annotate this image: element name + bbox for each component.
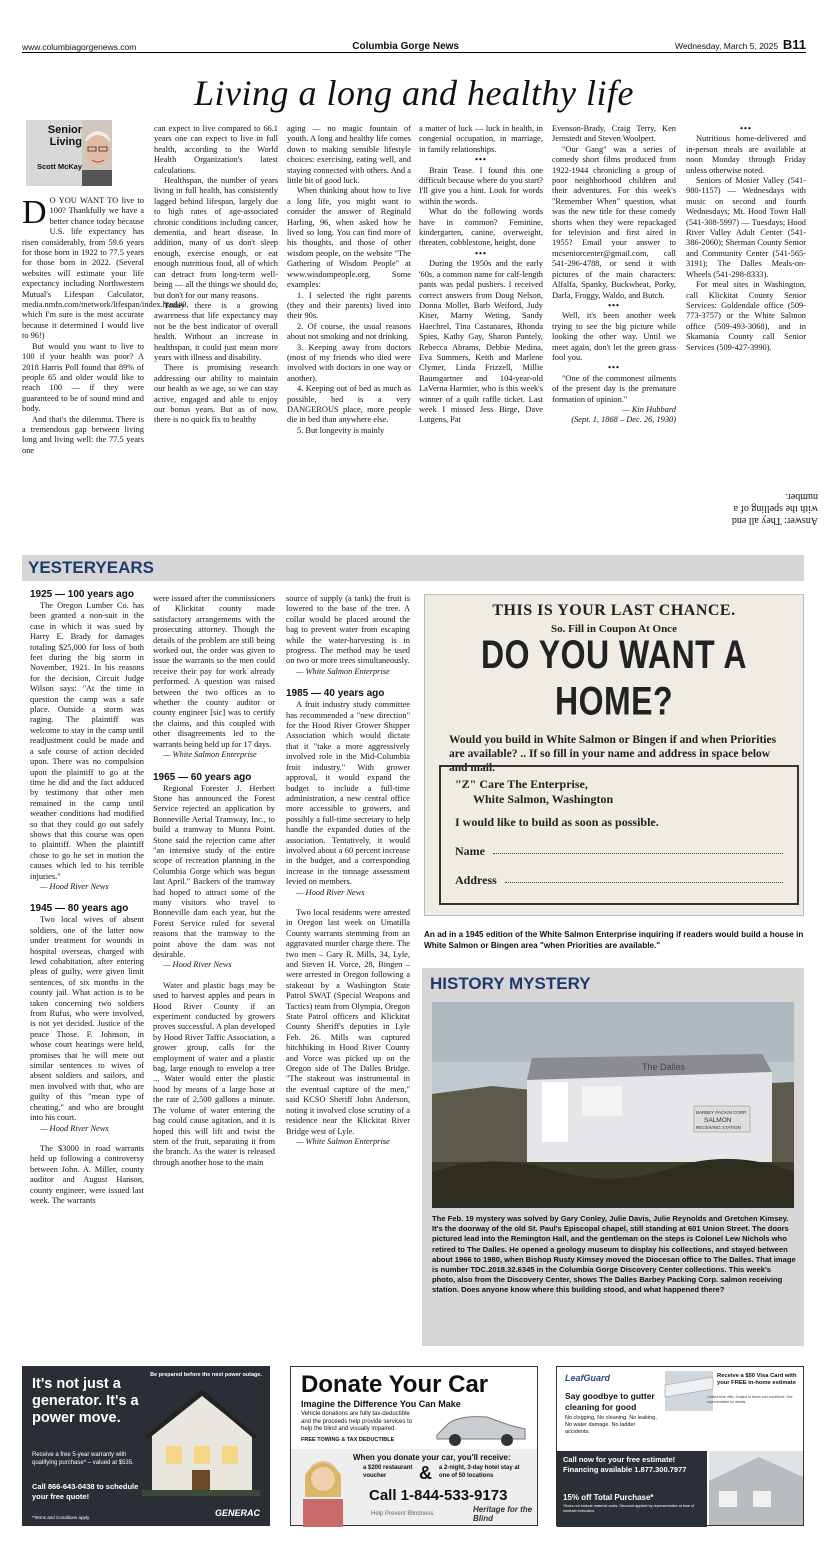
article-para: During the 1950s and the early '60s, a common name for calf-length pants was pedal pushers. I received correct answers from Doug Nelson, Donna Mollet, Barb Weiford, Judy Kiser, Marny Weting, Sandy Haechrel, Tina Castanares, Rhonda Spies, Kathy Gay, Sharon Pantely, Rebecca Abrams, Debbie Medina, Eva Summers, Keith and Marlene Clymer, Linda Frizzell, Millie Baumgartner and 104-year-old LaVerna Harmier, who is this week's winner of a quilt raffle ticket. Last week I missed Jess Birge, Dave Lutgens, Pat [419,259,543,425]
quote-author: — Kin Hubbard [622,404,676,414]
discount-text: 15% off Total Purchase* [563,1493,654,1502]
news-item: Two local residents were arrested in Oregon last week on Umatilla County warrants stemming from an aggravated murder charge there. The two men – Gary R. Mills, 34, Lyle, and Steven H. Vorce, 28, Bingen – were arrested in Oregon following a stakeout by a Washington State Patrol SWAT (Special Weapons and Tactics) team from Olympia, Oregon State Patrol officers and Klickitat County Sheriff's deputies in Lyle Feb. 26. Mills was captured hitchhiking in Hood River County and Vorce was picked up on the Oregon side of The Dalles Bridge. "The stakeout was instrumental in the eventual capture of the men," said KCSO Sheriff John Anderson, noting it involved close scrutiny of a residence near the Klickitat River Bridge west of Lyle. [286,907,410,1136]
house-gutter-photo [709,1451,803,1525]
article-para: 1. I selected the right parents (they and their parents) lived into their 90s. [287,290,411,321]
source-credit: — Hood River News [163,960,232,970]
ad-free-towing: FREE TOWING & TAX DEDUCTIBLE [301,1437,395,1443]
generac-logo: GENERAC [214,1508,260,1518]
date-page [675,37,806,52]
article-para: 3. Keeping away from doctors (most of my friends who died were involved with doctors in one way or another). [287,342,411,383]
article-para: And that's the dilemma. There is a tremendous gap between living long and living well: the 77.5 years one [22,414,144,455]
lead-text: O YOU WANT TO live to 100? Thankfully we have a better chance today because U.S. life expectancy has risen considerably, from 59.6 years for those born in 1922 to 77.5 years for those born in 2022. (Several websites will estimate your life expectancy including Northwestern Mutual's Lifespan Calculator, media.nmfn.com/tnetwork/lifespan/index.html#0, which I'm sure is the most accurate because it determined I would live to 96!) [22,196,189,341]
news-item: The $3000 in road warrants held up following a controversy between John. A. Miller, county auditor and August Hanson, county engineer, were issued last week. The warrants [30,1143,144,1205]
ad-headline: It's not just a generator. It's a power move. [32,1376,139,1426]
era-heading: 1925 — 100 years ago [30,589,134,600]
section-break: ••• [475,248,487,258]
article-para: Nutritious home-delivered and in-person meals are available at noon Monday through Friday unless otherwise noted. [686,134,806,175]
ampersand: & [419,1463,432,1483]
cta-line-1: Call now for your free estimate! [563,1455,676,1464]
history-mystery-title: HISTORY MYSTERY [430,974,591,993]
article-para: Well, it's been another week trying to see the big picture while looking the other way. Until we meet again, don't let the green grass fool you. [552,311,676,362]
ad-bullets: No clogging, No cleaning. No leaking, No water damage. No ladder accidents. [565,1415,657,1435]
news-item: Regional Forester J. Herbert Stone has announced the Forest Service rejected an application by Bonneville Aerial Tramway, Inc., to build a tramway to Munra Point. Stone said the rejection came after "an intensive study of the entire scope of recreation planning in the Columbia Gorge which was begun last April." Backers of the tramway had hoped to attract some of the many visitors who travel to Bonneville dam each year, but the Forest Service ruled for several reasons that the tramway to the point above the dam was not desirable. [153,783,275,959]
news-item: The Oregon Lumber Co. has been granted a non-suit in the case in which it was sued by Harry E. Brady for damages totaling $25,000 for loss of both feet during the big storm in November, 1921. In his reasons for the decision, Circuit Judge Wilson says: "At the time in question the camp was a safe place. Outside a storm was raging. The plaintiff was welcome to stay in the camp until readjustment could be made and a safe course of action decided upon. There was no compulsion upon the plaintiff to go at the time he did and the fact adduced by testimony that other men remained in the camp until weather conditions had modified so that they could go out safely shows that this course was open to plaintiff. When the plaintiff chose to go he set in motion the causes which led to his terrible injuries." [30,601,144,881]
ad-headline: Say goodbye to gutter cleaning for good [565,1391,655,1412]
article-col-6 [686,124,806,454]
section-break: ••• [740,124,752,133]
ad-body: Would you build in White Salmon or Bingen if and when Priorities are available? .. If so fill in your name and address in space below and mail. [449,734,777,774]
article-para: Brain Tease. I found this one difficult because where do you start? I'll give you a hint. Look for words within the words. [419,165,543,206]
svg-text:RECEIVING STATION: RECEIVING STATION [696,1125,741,1130]
discount-offer [557,1491,707,1527]
article-para [22,194,189,342]
ad-offer-panel [291,1449,537,1525]
car-illustration [431,1409,531,1449]
article-para: But would you want to live to 100 if your health was poor? A 2018 Harris Poll found that 89% of people 65 and older would like to reach 100 — if they were guaranteed to be of sound mind and body. [22,341,144,414]
article-col-1 [22,194,189,544]
ad-offer: Receive a free 5-year warranty with qualifying purchase* – valued at $535. [32,1452,134,1466]
article-para: 2. Of course, the usual reasons about not smoking and not drinking. [287,321,411,342]
article-para: Healthspan, the number of years living in full health, has consistently lagged behind lifespan, largely due to high rates of age-associated chronic conditions including cancer, dementia, and heart disease. In addition, many of us don't sleep enough, exercise enough, or eat enough nutritious food, all of which can detract from long-term well-being — all the things we should do, but don't for our many reasons. [154,176,278,300]
mystery-photo [432,1002,794,1208]
source-credit: — Hood River News [40,1123,109,1133]
car-donation-ad[interactable] [290,1366,538,1526]
page-number: B11 [782,37,806,52]
ad-line: THIS IS YOUR LAST CHANCE. [492,602,736,619]
era-heading: 1965 — 60 years ago [153,771,252,783]
quote-dates: (Sept. 1, 1868 – Dec. 26, 1930) [571,415,676,425]
section-break: ••• [475,155,487,165]
ad-offer-1: a $200 restaurant voucher [363,1465,413,1479]
leafguard-logo: LeafGuard [565,1373,611,1383]
article-col-4 [419,124,543,544]
leafguard-ad[interactable] [556,1366,804,1526]
source-credit: — White Salmon Enterprise [163,750,257,760]
section-break: ••• [608,363,620,373]
header-rule [22,52,806,53]
source-credit: — Hood River News [40,881,109,891]
article-para: Evenson-Brady, Craig Terry, Ken Jernstedt and Steven Woolpert. [552,124,676,144]
ad-subhead: Imagine the Difference You Can Make [301,1399,461,1409]
source-credit: — Hood River News [296,887,365,897]
cta-line-2: Financing available 1.877.300.7977 [563,1465,687,1474]
issue-date: Wednesday, March 5, 2025 [674,41,779,51]
ad-call-to-action[interactable] [557,1451,707,1491]
coupon-box [439,765,799,905]
svg-text:BARBEY PACKIN CORP.: BARBEY PACKIN CORP. [696,1110,747,1115]
history-mystery-box [422,968,804,1346]
article-para: There is promising research addressing our ability to maintain our health as we age, so we can stay active, engaged and able to enjoy our bonus years. But as of now, there is no quick fix to healthy [154,363,278,425]
article-para: can expect to live compared to 66.1 years one can expect to live in full health, according to the World Health Organization's latest calculations. [154,124,278,175]
news-item: source of supply (a tank) the fruit is lowered to the base of the tree. A collar would be placed around the bag to prevent water from escaping while the water-harvesting is in progress. The method may be used on two or more trees simultaneously. [286,594,410,666]
generac-ad[interactable] [22,1366,270,1526]
article-col-2 [154,124,278,544]
ad-sponsor: Help Prevent Blindness [371,1511,434,1517]
column-label: Senior Living [47,124,82,148]
section-title: YESTERYEARS [28,558,154,577]
article-quote: "One of the commonest ailments of the present day is the premature formation of opinion." [552,373,676,404]
ad-phone[interactable]: Call 1-844-533-9173 [369,1487,508,1504]
article-para: aging — no magic fountain of youth. A long and healthy life comes down to making sensible lifestyle choices: exercising, eating well, and staying connected with others. And a little bit of good luck. [287,124,411,186]
source-credit: — White Salmon Enterprise [296,1136,390,1146]
news-item: Water and plastic bags may be used to harvest apples and pears in Hood River County if an experiment conducted by growers proves successful. A plan developed by Hood River Taffic Association, a grower group, calls for the employment of water and a plastic bag, large enough to envelop a tree ... Water would enter the plastic hood by means of a large hose at the rate of 2,500 gallons a minute. The volume of water entering the bag could cause agitation, and it is hoped this will lift and twist the stem of the fruit, separating it from the branch. As the water is released through another hose to the main [153,980,275,1167]
article-para: a matter of luck — luck in health, in congenial occupation, in marriage, in family relationships. [419,124,543,154]
yesteryears-col-3 [286,594,410,1352]
source-credit: — White Salmon Enterprise [296,666,390,676]
ad-line: So. Fill in Coupon At Once [551,623,677,635]
ad-headline: Donate Your Car [301,1371,489,1398]
article-col-5 [552,124,676,544]
yesteryears-col-1 [30,588,144,1352]
ad-note: Be prepared before the next power outage. [150,1372,262,1378]
news-item: A fruit industry study committee has recommended a "new direction" for the Hood River Grower Shipper Association which would dictate that it "take a more aggressively involved role in the Mid-Columbia fruit industry." With grower approval, it would expand the budget to include a full-time administration, a new central office more accessible to growers, and possibly a full-time secretary to help handle the expanded duties of the association. Tentatively, it would involved about a 60 percent increase in the budget, and a corresponding increase in the tonnage assessment levied on members. [286,700,410,887]
woman-photo [297,1453,349,1527]
ad-offer-2: a 2-night, 3-day hotel stay at one of 50 locations [439,1465,520,1479]
svg-text:SALMON: SALMON [704,1117,732,1124]
article-title: Living a long and healthy life [194,73,634,113]
article-para: Seniors of Mosier Valley (541-980-1157) — Wednesdays with music on second and fourth Wednesdays; Mt. Hood Town Hall (541-308-5997) — Tuesdays; Hood River Valley Adult Center (541-386-2060); Sherman County Senior and Community Center (541-565-3191); The Dalles Meals-on-Wheels (541-298-8333). [686,176,806,279]
era-heading: 1945 — 80 years ago [30,903,129,915]
yesteryears-band [22,555,804,581]
paper-name: Columbia Gorge News [352,41,459,52]
coupon-name-field [455,844,783,859]
ad-headline: DO YOU WANT A HOME? [480,631,748,723]
name-label: Name [455,844,485,858]
brain-tease-answer: Answer: They all end with the spelling of a number. [731,491,818,526]
coupon-line: "Z" Care The Enterprise, [455,777,588,791]
ad-fine-print: Limited time offer. Subject to terms and conditions. See representative for details. [707,1395,793,1404]
article-para: 4. Keeping out of bed as much as possible, bed is a very DANGEROUS place, more people die in bed than anywhere else. [287,384,411,425]
roof-lettering: The Dalles [642,1062,686,1072]
address-label: Address [455,873,497,887]
coupon-address-field [455,873,783,888]
section-break: ••• [608,300,620,310]
article-para: When thinking about how to live a long life, you might want to consider the answer of Reginald Harling, 96, when asked how he lived so long. You can find more of his thoughts, and those of other wisdom people, on the website "The Gathering of Wisdom People" at www.wisdompeople.org. Some examples: [287,186,411,290]
article-para: Today there is a growing awareness that life expectancy may not be the best indicator of overall health. Without an increase in healthspan, it could just mean more years with illness and disability. [154,300,278,362]
columnist-name: Scott McKay [36,162,82,171]
site-url[interactable]: www.columbiagorgenews.com [22,42,137,52]
ad-phone[interactable]: Call 866-643-0438 to schedule your free quote! [32,1482,139,1501]
house-illustration [142,1386,260,1496]
article-para: For meal sites in Washington, call Klickitat County Senior Services: Goldendale office (509-773-3757) or the White Salmon office (509-493-3068), and in Skamania County call Senior Services (509-427-3990). [686,280,806,352]
yesteryears-col-2 [153,594,275,1352]
coupon-line: I would like to build as soon as possible. [455,815,659,829]
coupon-line: White Salmon, Washington [473,792,614,806]
columnist-photo [82,120,112,186]
gutter-photo [665,1371,713,1411]
ad-when: When you donate your car, you'll receive: [353,1453,511,1462]
vintage-ad-image [424,594,804,916]
article-para: 5. But longevity is mainly [297,425,385,435]
article-para: What do the following words have in common? Feminine, kindergarten, canine, overweight, threaten, cobblestone, height, done [419,207,543,248]
discount-fine-print: *Does not include material costs. Discount applied by representative at time of contract execution. [563,1504,695,1513]
page-header [22,32,806,52]
dotted-line [493,844,783,854]
mystery-caption: The Feb. 19 mystery was solved by Gary Conley, Julie Davis, Julie Reynolds and Gretchen Kimsey. It's the doorway of the old St. Paul's Episcopal chapel, still standing at 601 Union Street. The doors pictured lead into the Remington Hall, and the gentleman on the steps is Colonel Lew Nichols who retired to The Dalles. He opened a geology museum to display his collections, and stayed between about 1966 to 1980, when Bishop Rusty Kimsey moved the Diocesan office to The Dalles. That image is number TDC.2018.32.6345 in the Columbia Gorge Discovery Center collections. This week's photo, also from the Discovery Center, shows The Dalles Barbey Packing Corp. salmon receiving station. Does anyone know where this building stood, and what happened there? [432,1214,796,1295]
visa-offer: Receive a $50 Visa Card with your FREE in-home estimate [717,1373,797,1386]
ad-caption: An ad in a 1945 edition of the White Salmon Enterprise inquiring if readers would build a house in White Salmon or Bingen area "when Priorities are available." [424,930,804,950]
columnist-box [26,120,112,186]
news-item: were issued after the commissioners of Klickitat county made satisfactory arrangements with the prosecuting attorney. Though the details of the problem are still being worked out, the order was given to issue the warrants so the men could receive their pay for work already performed. A question was raised between the two offices as to whether the county auditor or county engineer [sic] was to certify the claims, and this coupled with other disagreements led to the warrants being held up for 17 days. [153,594,275,749]
article-para: "Our Gang" was a series of comedy short films produced from 1922-1944 chronicling a group of poor neighborhood children and their adventures. For this week's "Remember When" question, what was the new title for these comedy shorts when they were repackaged for television and first aired in 1955? Email your answer to mcseniorcenter@gmail.com, call 541-296-4788, or send it with pictures of the main characters: Alfalfa, Spanky, Buckwheat, Porky, Darla, Froggy, Waldo, and Butch. [552,144,676,300]
ad-body: Vehicle donations are fully tax-deductible and the proceeds help provide services to help the blind and visually impaired. [301,1411,413,1432]
article-col-3 [287,124,411,544]
era-heading: 1985 — 40 years ago [286,688,385,700]
ad-fine-print: *Terms and Conditions apply. [32,1515,91,1520]
heritage-logo: Heritage for the Blind [473,1505,533,1523]
drop-cap: D [22,194,47,231]
dotted-line [505,873,783,883]
news-item: Two local wives of absent soldiers, one of the latter now under treatment for wounds in hospital overseas, charged with lewd cohabitation, after entering pleas of guilty, were given limit sentences, of six months in the county jail. What action is to be taken concerning two soldiers from Rufus, who were involved, is not yet decided. Justice of the peace Those. F. Johnson, in whose court hearings were held, promises that he will mete out similar sentences to wives of absent soldiers and sailors, and men involved with that, who are guilty of this "mean type of cheating," and who are brought into his court. [30,915,144,1123]
